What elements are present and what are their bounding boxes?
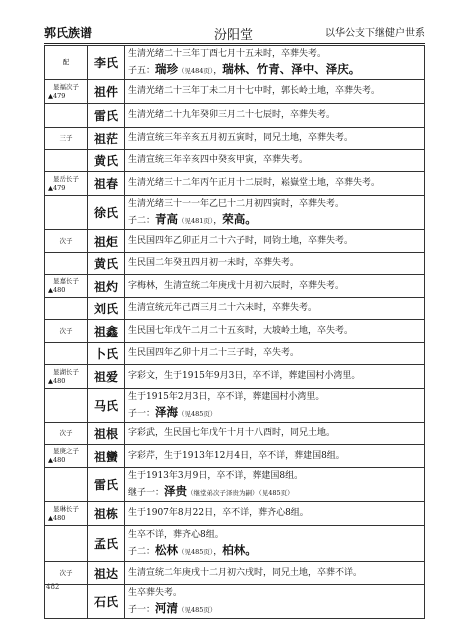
person-name: 卜氏 bbox=[88, 343, 125, 365]
person-name: 祖茫 bbox=[88, 128, 125, 150]
person-name: 祖达 bbox=[88, 562, 125, 585]
description-line: 生清光绪二十三年丁酉七月十五未时，卒葬失考。 bbox=[128, 48, 327, 59]
relation-label: 次子 bbox=[59, 326, 73, 335]
description-cell bbox=[125, 526, 425, 562]
table-row bbox=[45, 172, 425, 196]
description-line: 字彩文，生于1915年9月3日，卒不详，葬建国村小湾里。 bbox=[128, 371, 361, 381]
child-name: 柏林。 bbox=[222, 542, 257, 557]
children-prefix: 子二： bbox=[128, 215, 156, 226]
relation-cell bbox=[45, 230, 88, 253]
children-prefix: 子一： bbox=[128, 408, 156, 419]
person-name: 祖春 bbox=[88, 172, 125, 196]
description-cell bbox=[125, 275, 425, 298]
relation-cell bbox=[45, 196, 88, 230]
table-row bbox=[45, 253, 425, 275]
description-cell bbox=[125, 253, 425, 275]
relation-label: 显琳长子 bbox=[53, 504, 79, 513]
table-row bbox=[45, 298, 425, 320]
description-line: 生民国四年乙卯十月二十三子时，卒失考。 bbox=[128, 348, 300, 358]
description-cell bbox=[125, 343, 425, 365]
relation-cell bbox=[45, 423, 88, 445]
description-cell bbox=[125, 365, 425, 389]
description-line: 生清光绪二十三年丁未二月十七中时，郭长岭土地，卒葬失考。 bbox=[128, 86, 381, 96]
person-name: 刘氏 bbox=[88, 298, 125, 320]
description-line: 生清宣统元年己酉三月二十六未时，卒葬失考。 bbox=[128, 303, 318, 313]
child-name: 松林 bbox=[155, 542, 179, 557]
description-line: 生于1913年3月9日，卒不详，葬建国8组。 bbox=[128, 470, 304, 481]
description-line: 生卒葬失考。 bbox=[128, 587, 183, 598]
person-name: 李氏 bbox=[88, 46, 125, 80]
children-line bbox=[128, 601, 421, 618]
table-row bbox=[45, 585, 425, 619]
person-name: 祖蠻 bbox=[88, 445, 125, 468]
children-line bbox=[128, 484, 421, 501]
relation-cell bbox=[45, 275, 88, 298]
relation-cell bbox=[45, 502, 88, 526]
person-name: 雷氏 bbox=[88, 104, 125, 128]
description-line: 字彩芹，生于1913年12月4日，卒不详，葬建国8组。 bbox=[128, 450, 345, 461]
relation-label: 显岳长子 bbox=[53, 174, 79, 183]
children-line bbox=[128, 405, 421, 422]
table-row bbox=[45, 150, 425, 172]
relation-label: 次子 bbox=[59, 429, 73, 437]
relation-cell bbox=[45, 445, 88, 468]
children-line: 子二：青高（见481页），荣高。 bbox=[128, 211, 257, 226]
relation-label: 显福次子 bbox=[53, 82, 79, 91]
children-prefix: 继子一： bbox=[128, 487, 165, 498]
description-cell bbox=[125, 230, 425, 253]
relation-cell bbox=[45, 298, 88, 320]
description-line: 生于1915年2月3日，卒不详，葬建国村小湾里。 bbox=[128, 391, 325, 402]
description-line: 生于1907年8月22日，卒不详，葬齐心8组。 bbox=[128, 508, 309, 518]
table-row bbox=[45, 502, 425, 526]
children-prefix: 子五： bbox=[128, 65, 156, 76]
table-row bbox=[45, 80, 425, 104]
description-cell bbox=[125, 104, 425, 128]
description-cell bbox=[125, 320, 425, 343]
relation-cell bbox=[45, 365, 88, 389]
relation-cell bbox=[45, 253, 88, 275]
description-cell bbox=[125, 502, 425, 526]
page-number: 482 bbox=[46, 583, 60, 591]
child-name: 瑞林、竹青、泽中、泽庆。 bbox=[222, 61, 361, 76]
table-row bbox=[45, 445, 425, 468]
relation-cell bbox=[45, 320, 88, 343]
table-row bbox=[45, 389, 425, 423]
children-prefix: 子一： bbox=[128, 604, 156, 615]
relation-cell bbox=[45, 104, 88, 128]
relation-cell bbox=[45, 562, 88, 585]
person-name: 祖灼 bbox=[88, 275, 125, 298]
page-ref-marker: ▲479 bbox=[48, 91, 66, 100]
person-name: 祖鑫 bbox=[88, 320, 125, 343]
description-cell bbox=[125, 150, 425, 172]
table-row bbox=[45, 230, 425, 253]
relation-cell bbox=[45, 526, 88, 562]
person-name: 马氏 bbox=[88, 389, 125, 423]
person-name: 祖栋 bbox=[88, 502, 125, 526]
relation-cell bbox=[45, 389, 88, 423]
description-line: 生卒不详，葬齐心8组。 bbox=[128, 529, 224, 540]
page-reference: （见485页） bbox=[178, 547, 214, 556]
person-name: 黄氏 bbox=[88, 253, 125, 275]
person-name: 祖件 bbox=[88, 80, 125, 104]
child-name: 泽贵 bbox=[164, 483, 188, 498]
description-cell bbox=[125, 46, 425, 80]
description-cell bbox=[125, 423, 425, 445]
relation-label: 显湖长子 bbox=[53, 367, 79, 376]
description-cell bbox=[125, 128, 425, 150]
page-reference: （见484页） bbox=[178, 66, 214, 75]
table-row bbox=[45, 275, 425, 298]
description-line: 生清光绪三十二年丙午正月十二辰时，崧嶽堂土地，卒葬失考。 bbox=[128, 178, 381, 188]
table-row bbox=[45, 196, 425, 230]
description-cell bbox=[125, 562, 425, 585]
child-name: 泽海 bbox=[155, 404, 179, 419]
header-rule bbox=[44, 43, 425, 44]
branch-title: 以华公支下继健户世系 bbox=[325, 28, 425, 39]
description-cell bbox=[125, 80, 425, 104]
page-reference: （见485页） bbox=[178, 409, 217, 418]
child-name: 荣高。 bbox=[222, 211, 257, 226]
page-reference: （继堂弟次子泽贵为嗣）（见485页） bbox=[187, 488, 294, 497]
description-line: 生清宣统三年辛亥四中癸亥甲寅，卒葬失考。 bbox=[128, 155, 309, 165]
table-row bbox=[45, 562, 425, 585]
person-name: 孟氏 bbox=[88, 526, 125, 562]
child-name: 瑞珍 bbox=[155, 61, 179, 76]
relation-label: 次子 bbox=[59, 568, 73, 577]
description-cell bbox=[125, 389, 425, 423]
page-ref-marker: ▲480 bbox=[48, 286, 66, 294]
person-name: 黄氏 bbox=[88, 150, 125, 172]
relation-cell bbox=[45, 150, 88, 172]
page-reference: （见481页） bbox=[178, 216, 214, 225]
table-row bbox=[45, 423, 425, 445]
person-name: 祖爱 bbox=[88, 365, 125, 389]
description-line: 生民国七年戊午二月二十五亥时，大坡岭土地，卒失考。 bbox=[128, 325, 354, 336]
description-line: 生民国二年癸丑四月初一未时，卒葬失考。 bbox=[128, 258, 300, 268]
relation-label: 配 bbox=[62, 58, 70, 66]
book-title: 郭氏族谱 bbox=[44, 26, 93, 40]
person-name: 雷氏 bbox=[88, 468, 125, 502]
person-name: 徐氏 bbox=[88, 196, 125, 230]
description-cell bbox=[125, 196, 425, 230]
description-line: 字梅林，生清宣统二年庚戌十月初六辰时，卒葬失考。 bbox=[128, 280, 345, 291]
relation-label: 显嘉长子 bbox=[53, 277, 79, 285]
page-header bbox=[44, 24, 425, 42]
table-row bbox=[45, 468, 425, 502]
person-name: 石氏 bbox=[88, 585, 125, 619]
relation-cell bbox=[45, 80, 88, 104]
description-line: 生民国四年乙卯正月二十六子时，同钧土地，卒葬失考。 bbox=[128, 235, 354, 246]
description-cell bbox=[125, 468, 425, 502]
children-prefix: 子二： bbox=[128, 546, 156, 557]
table-row bbox=[45, 320, 425, 343]
relation-label: 次子 bbox=[59, 236, 73, 245]
relation-cell bbox=[45, 46, 88, 80]
relation-cell bbox=[45, 128, 88, 150]
children-line: 子五：瑞珍（见484页），瑞林、竹青、泽中、泽庆。 bbox=[128, 61, 361, 76]
description-cell bbox=[125, 445, 425, 468]
child-name: 河清 bbox=[155, 600, 179, 615]
page-reference: （见485页） bbox=[178, 605, 217, 614]
description-cell bbox=[125, 172, 425, 196]
description-line: 生清光绪三十一一年乙巳十二月初四寅时，卒葬失考。 bbox=[128, 198, 345, 209]
relation-label: 显庚之子 bbox=[53, 447, 79, 455]
relation-cell bbox=[45, 468, 88, 502]
table-row bbox=[45, 128, 425, 150]
description-line: 字彩武，生民国七年戊午十月十八酉时，同兄土地。 bbox=[128, 428, 336, 438]
page-ref-marker: ▲480 bbox=[48, 376, 66, 385]
page-ref-marker: ▲480 bbox=[48, 456, 66, 464]
description-cell bbox=[125, 585, 425, 619]
children-line: 子二：松林（见485页），柏林。 bbox=[128, 542, 257, 557]
relation-label: 三子 bbox=[59, 134, 73, 142]
table-row bbox=[45, 526, 425, 562]
table-row bbox=[45, 46, 425, 80]
description-line: 生清光绪二十九年癸卯三月二十七辰时，卒葬失考。 bbox=[128, 110, 336, 120]
child-name: 青高 bbox=[155, 211, 179, 226]
genealogy-table bbox=[44, 45, 425, 619]
relation-cell bbox=[45, 172, 88, 196]
description-line: 生清宣统二年庚戌十二月初六戌时，同兄土地，卒葬不详。 bbox=[128, 567, 363, 578]
relation-cell bbox=[45, 343, 88, 365]
person-name: 祖炬 bbox=[88, 230, 125, 253]
description-cell bbox=[125, 298, 425, 320]
page-ref-marker: ▲480 bbox=[48, 513, 66, 522]
hall-name: 汾阳堂 bbox=[214, 28, 254, 43]
person-name: 祖根 bbox=[88, 423, 125, 445]
table-row bbox=[45, 104, 425, 128]
table-row bbox=[45, 365, 425, 389]
description-line: 生清宣统三年辛亥五月初五寅时，同兄土地，卒葬失考。 bbox=[128, 133, 354, 143]
page-ref-marker: ▲479 bbox=[48, 183, 66, 192]
table-row bbox=[45, 343, 425, 365]
